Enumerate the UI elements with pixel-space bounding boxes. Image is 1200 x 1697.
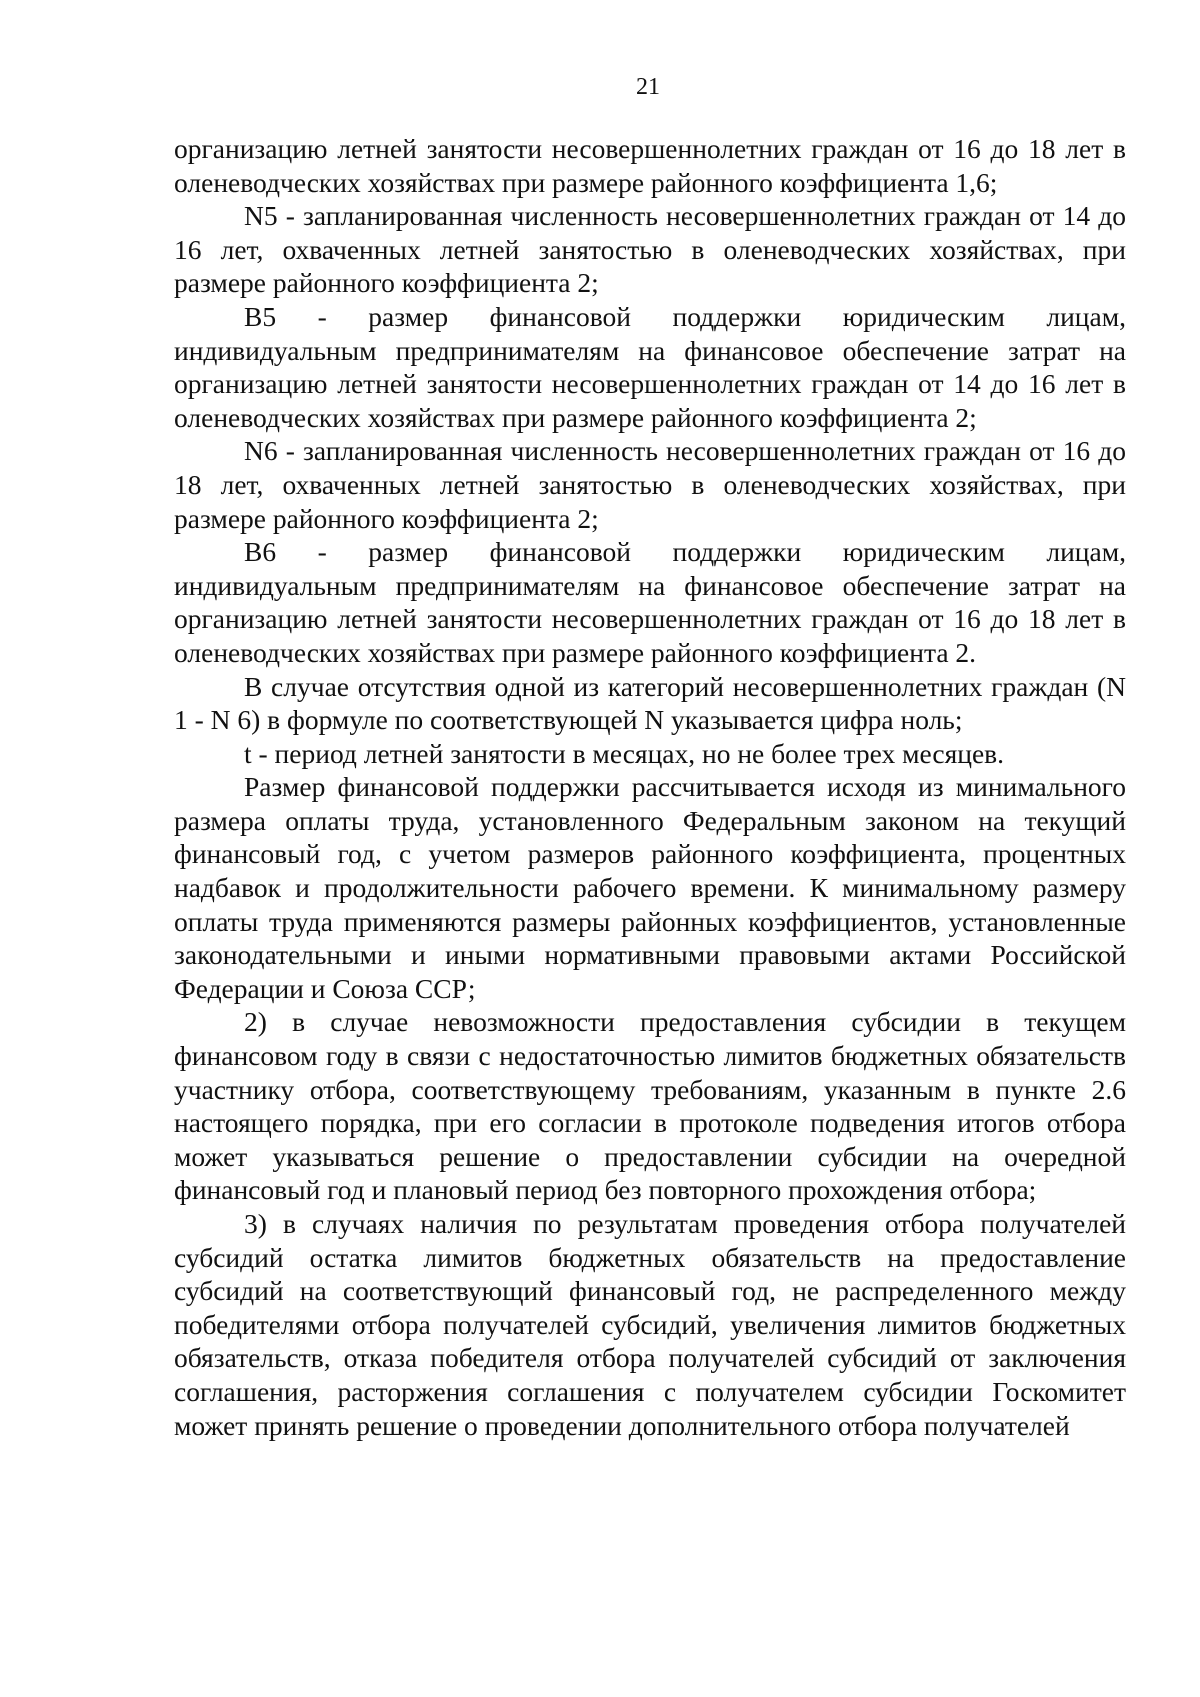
- paragraph-n6-definition: N6 - запланированная численность несовершеннолетних граждан от 16 до 18 лет, охваченных летней занятостью в оленеводческих хозяйствах, при размере районного коэффициента 2;: [174, 435, 1126, 534]
- paragraph-b5-definition: B5 - размер финансовой поддержки юридическим лицам, индивидуальным предпринимателям на финансовое обеспечение затрат на организацию летней занятости несовершеннолетних граждан от 14 до 16 лет в оленеводческих хозяйствах при размере районного коэффициента 2;: [174, 300, 1126, 433]
- paragraph-n5-definition: N5 - запланированная численность несовершеннолетних граждан от 14 до 16 лет, охваченных летней занятостью в оленеводческих хозяйствах, при размере районного коэффициента 2;: [174, 200, 1126, 299]
- document-body: [174, 132, 1126, 1442]
- paragraph-item-3: 3) в случаях наличия по результатам проведения отбора получателей субсидий остатка лимитов бюджетных обязательств на предоставление субсидий на соответствующий финансовый год, не распределенного между победителями отбора получателей субсидий, увеличения лимитов бюджетных обязательств, отказа победителя отбора получателей субсидий от заключения соглашения, расторжения соглашения с получателем субсидии Госкомитет может принять решение о проведении дополнительного отбора получателей: [174, 1208, 1126, 1441]
- paragraph-support-calculation: Размер финансовой поддержки рассчитывается исходя из минимального размера оплаты труда, установленного Федеральным законом на текущий финансовый год, с учетом размеров районного коэффициента, процентных надбавок и продолжительности рабочего времени. К минимальному размеру оплаты труда применяются размеры районных коэффициентов, установленные законодательными и иными нормативными правовыми актами Российской Федерации и Союза ССР;: [174, 771, 1126, 1004]
- paragraph-missing-category: В случае отсутствия одной из категорий несовершеннолетних граждан (N 1 - N 6) в формуле по соответствующей N указывается цифра ноль;: [174, 670, 1126, 736]
- page-number: 21: [636, 74, 660, 100]
- paragraph-b6-definition: B6 - размер финансовой поддержки юридическим лицам, индивидуальным предпринимателям на финансовое обеспечение затрат на организацию летней занятости несовершеннолетних граждан от 16 до 18 лет в оленеводческих хозяйствах при размере районного коэффициента 2.: [174, 536, 1126, 668]
- paragraph-t-definition: t - период летней занятости в месяцах, но не более трех месяцев.: [244, 737, 1005, 769]
- paragraph-continuation: организацию летней занятости несовершеннолетних граждан от 16 до 18 лет в оленеводческих хозяйствах при размере районного коэффициента 1,6;: [174, 133, 1126, 198]
- paragraph-item-2: 2) в случае невозможности предоставления субсидии в текущем финансовом году в связи с недостаточностью лимитов бюджетных обязательств участнику отбора, соответствующему требованиям, указанным в пункте 2.6 настоящего порядка, при его согласии в протоколе подведения итогов отбора может указываться решение о предоставлении субсидии на очередной финансовый год и плановый период без повторного прохождения отбора;: [174, 1006, 1126, 1206]
